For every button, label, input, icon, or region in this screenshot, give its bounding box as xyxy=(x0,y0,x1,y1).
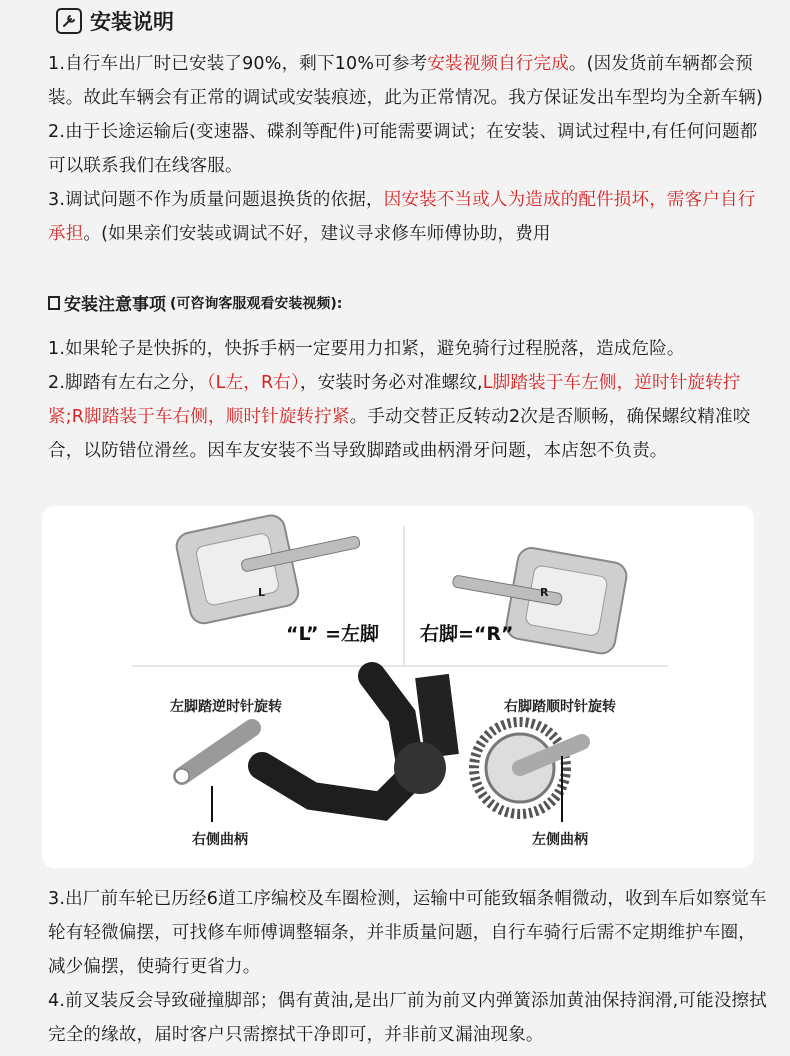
n2-b: ，安装时务必对准螺纹, xyxy=(300,373,483,393)
n2-a: 2.脚踏有左右之分， xyxy=(48,373,207,393)
paragraph-2: 2.由于长途运输后(变速器、碟刹等配件)可能需要调试；在安装、调试过程中,有任何问题都可以联系我们在线客服。 xyxy=(48,122,758,176)
pedal-diagram xyxy=(42,506,754,868)
right-crank-label: 右侧曲柄 xyxy=(192,832,248,848)
note-icon xyxy=(48,296,60,310)
section3 xyxy=(48,882,768,1052)
n2-highlight: L脚踏装于车左侧，逆时针旋转拧紧;R脚踏装于车右侧，顺时针旋转拧紧 xyxy=(48,373,741,427)
subsection-note: (可咨询客服观看安装视频): xyxy=(170,295,343,312)
n2-c: 。手动交替正反转动2次是否顺畅，确保螺纹精准咬合，以防错位滑丝。因车友安装不当导致脚踏或曲柄滑牙问题，本店恕不负责。 xyxy=(48,407,751,461)
section1 xyxy=(48,47,768,244)
note-1: 1.如果轮子是快拆的，快拆手柄一定要用力扣紧，避免骑行过程脱落，造成危险。 xyxy=(48,339,685,359)
subsection-title-text: 安装注意事项 xyxy=(64,295,166,315)
subsection-title xyxy=(48,290,342,315)
p1-b: 。(因发货前车辆都会预装。故此车辆会有正常的调试或安装痕迹，此为正常情况。我方保证发出车型均为全新车辆) xyxy=(48,54,764,108)
right-rotation-label: 右脚踏顺时针旋转 xyxy=(504,699,616,715)
left-pedal-image xyxy=(174,498,369,625)
p3-highlight: 因安装不当或人为造成的配件损坏，需客户自行承担 xyxy=(48,190,756,244)
left-crank-label: 左侧曲柄 xyxy=(532,832,588,848)
note-2 xyxy=(48,366,768,468)
pedal-letter-r: R xyxy=(540,586,549,599)
section-title xyxy=(56,6,174,36)
pedal-letter-l: L xyxy=(258,586,266,599)
p3-a: 3.调试问题不作为质量问题退换货的依据， xyxy=(48,190,384,210)
right-crank-image xyxy=(175,728,252,822)
left-crank-image xyxy=(474,722,582,822)
wrench-icon xyxy=(56,8,82,34)
left-pedal-label: “L” =左脚 xyxy=(286,623,380,645)
paragraph-1 xyxy=(48,47,768,115)
p1-a: 1.自行车出厂时已安装了90%，剩下10%可参考 xyxy=(48,54,428,74)
title-text: 安装说明 xyxy=(90,10,174,34)
left-rotation-label: 左脚踏逆时针旋转 xyxy=(170,699,282,715)
p3-b: 。(如果亲们安装或调试不好，建议寻求修车师傅协助，费用 xyxy=(83,224,551,244)
n2-lr: （L左，R右） xyxy=(206,373,301,393)
paragraph-3 xyxy=(48,183,768,244)
pedal-diagram-card xyxy=(42,506,754,868)
p1-highlight: 安装视频自行完成 xyxy=(427,54,569,74)
section2 xyxy=(48,332,768,468)
note-4: 4.前叉装反会导致碰撞脚部；偶有黄油,是出厂前为前叉内弹簧添加黄油保持润滑,可能没擦拭完全的缘故，届时客户只需擦拭干净即可，并非前叉漏油现象。 xyxy=(48,991,767,1045)
right-pedal-label: 右脚=“R” xyxy=(420,623,514,645)
note-3: 3.出厂前车轮已历经6道工序编校及车圈检测，运输中可能致辐条帽微动，收到车后如察觉车轮有轻微偏摆，可找修车师傅调整辐条，并非质量问题，自行车骑行后需不定期维护车圈，减少偏摆，使骑行更省力。 xyxy=(48,889,767,977)
